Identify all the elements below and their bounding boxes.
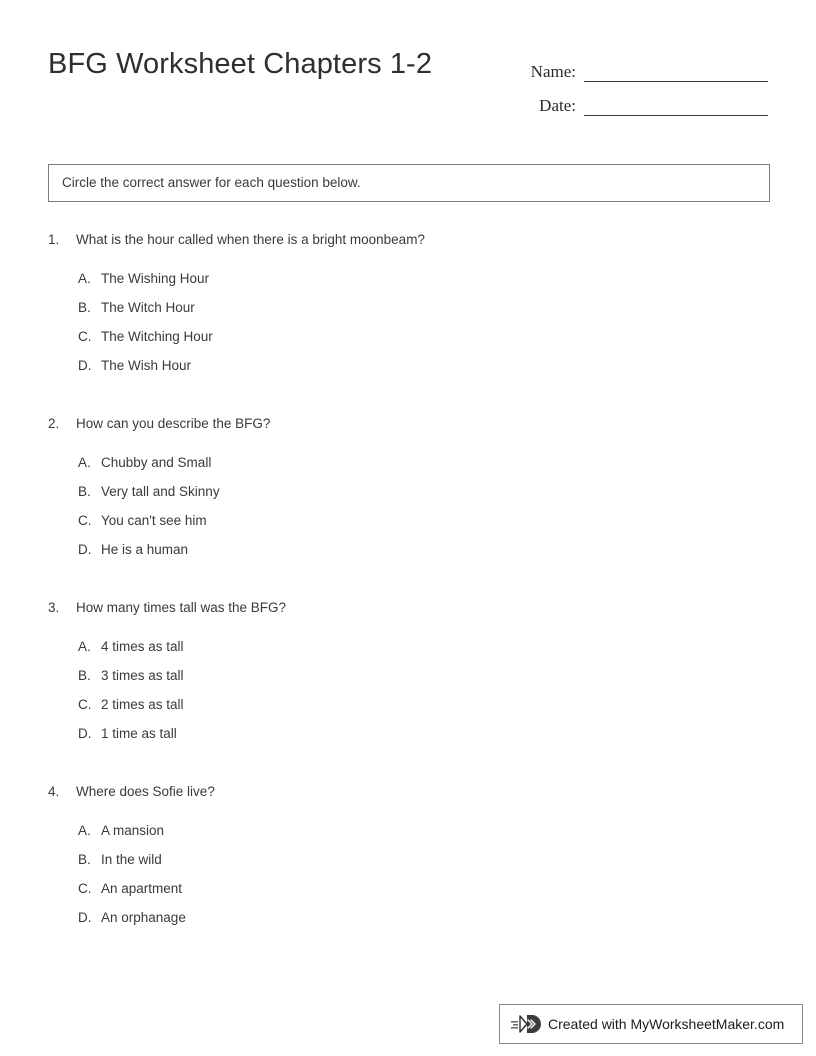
instruction-text: Circle the correct answer for each question below. (62, 175, 361, 190)
footer-badge-text: Created with MyWorksheetMaker.com (548, 1016, 785, 1032)
option-text: The Witching Hour (101, 329, 213, 344)
option-row[interactable] (78, 511, 768, 540)
option-letter: C. (78, 329, 92, 344)
option-letter: D. (78, 910, 92, 925)
option-letter: C. (78, 697, 92, 712)
option-row[interactable] (78, 269, 768, 298)
option-text: A mansion (101, 823, 165, 838)
option-row[interactable] (78, 298, 768, 327)
option-letter: A. (78, 823, 91, 838)
date-label: Date: (539, 96, 576, 115)
name-label: Name: (530, 62, 576, 81)
option-letter: D. (78, 726, 92, 741)
question-number: 3. (48, 600, 60, 615)
question-block (48, 230, 768, 385)
name-row (518, 48, 768, 82)
question-number: 1. (48, 232, 60, 247)
option-letter: A. (78, 639, 91, 654)
option-letter: B. (78, 668, 91, 683)
question-text: How can you describe the BFG? (76, 416, 271, 431)
date-row (518, 82, 768, 116)
option-letter: A. (78, 271, 91, 286)
option-letter: D. (78, 358, 92, 373)
option-text: You can't see him (101, 513, 207, 528)
question-block (48, 598, 768, 753)
page-title: BFG Worksheet Chapters 1-2 (48, 48, 433, 80)
option-text: 2 times as tall (101, 697, 184, 712)
option-row[interactable] (78, 724, 768, 753)
option-letter: D. (78, 542, 92, 557)
option-letter: C. (78, 513, 92, 528)
option-list (48, 821, 768, 937)
date-input-line[interactable] (584, 93, 768, 116)
option-row[interactable] (78, 327, 768, 356)
question-number: 4. (48, 784, 60, 799)
option-row[interactable] (78, 540, 768, 569)
worksheet-header (48, 44, 768, 124)
name-date-block (518, 48, 768, 116)
option-text: Chubby and Small (101, 455, 212, 470)
question-text: What is the hour called when there is a bright moonbeam? (76, 232, 425, 247)
question-number: 2. (48, 416, 60, 431)
question-text: How many times tall was the BFG? (76, 600, 287, 615)
option-row[interactable] (78, 908, 768, 937)
question-row (48, 782, 768, 802)
option-text: The Wish Hour (101, 358, 192, 373)
option-row[interactable] (78, 850, 768, 879)
question-row (48, 598, 768, 618)
option-letter: B. (78, 484, 91, 499)
question-block (48, 414, 768, 569)
option-list (48, 269, 768, 385)
question-row (48, 230, 768, 250)
option-text: An orphanage (101, 910, 186, 925)
option-text: An apartment (101, 881, 183, 896)
option-row[interactable] (78, 453, 768, 482)
option-list (48, 637, 768, 753)
option-row[interactable] (78, 356, 768, 385)
option-text: The Wishing Hour (101, 271, 210, 286)
question-text: Where does Sofie live? (76, 784, 215, 799)
option-text: 4 times as tall (101, 639, 184, 654)
option-letter: A. (78, 455, 91, 470)
option-row[interactable] (78, 482, 768, 511)
option-letter: C. (78, 881, 92, 896)
option-row[interactable] (78, 695, 768, 724)
question-list (48, 230, 768, 966)
option-text: He is a human (101, 542, 189, 557)
option-letter: B. (78, 852, 91, 867)
option-row[interactable] (78, 637, 768, 666)
instruction-box (48, 164, 770, 202)
option-row[interactable] (78, 666, 768, 695)
option-row[interactable] (78, 821, 768, 850)
option-list (48, 453, 768, 569)
option-text: 3 times as tall (101, 668, 184, 683)
option-row[interactable] (78, 879, 768, 908)
option-letter: B. (78, 300, 91, 315)
option-text: Very tall and Skinny (101, 484, 220, 499)
option-text: 1 time as tall (101, 726, 177, 741)
question-block (48, 782, 768, 937)
footer-badge[interactable] (499, 1004, 803, 1044)
option-text: In the wild (101, 852, 162, 867)
question-row (48, 414, 768, 434)
name-input-line[interactable] (584, 59, 768, 82)
worksheet-maker-logo-icon (511, 1012, 541, 1036)
option-text: The Witch Hour (101, 300, 195, 315)
